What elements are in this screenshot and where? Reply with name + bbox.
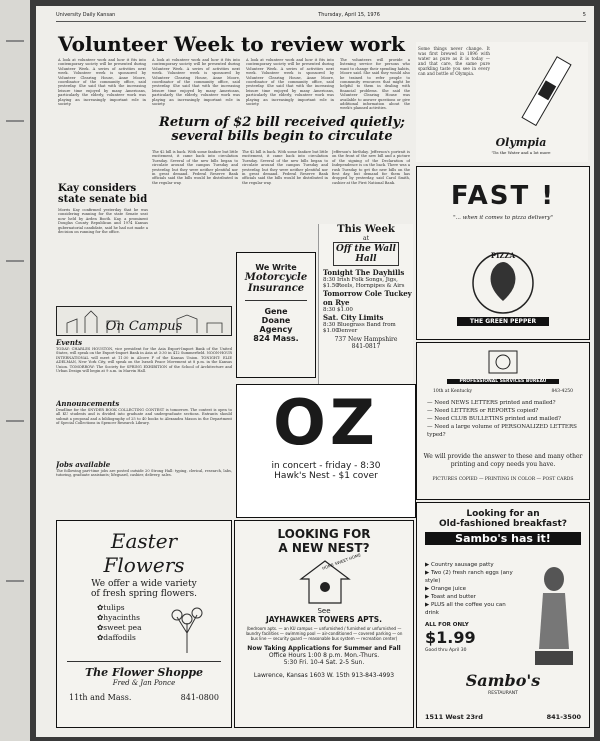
offwall-time3: 8:30 bbox=[323, 322, 336, 328]
sambos-item: ▶ PLUS all the coffee you can drink bbox=[425, 602, 506, 616]
new-nest-ad bbox=[234, 520, 414, 728]
bills-story bbox=[152, 116, 412, 144]
sambos-item: ▶ Toast and butter bbox=[425, 594, 476, 600]
fast-brand: THE GREEN PEPPER bbox=[457, 317, 549, 326]
printing-item: — Need CLUB BULLETINS printed and mailed? bbox=[427, 416, 562, 422]
events-body: TODAY: CHARLES HOUSTON, vice president for the Asia Export-Import Bank of the United States, will speak on the Export-Import Bank in Asia at 3:30 in 412 Summerfield. NOON-HOUR INTERNATIONAL will meet at 11:30 in Alcove F of the Kansas Union. TONIGHT: ELIE ADELMAN, New York City, will speak on the Israeli Peace Movement at 8 p.m. in the Kansas Union. TOMORROW: The Society for SPRING EXHIBITION of the School of Architecture and Urban Design will begin at 9 a.m. in Marvin Hall. bbox=[56, 347, 232, 374]
flowers-phone: 841-0800 bbox=[180, 693, 219, 702]
olympia-logo: Olympia bbox=[495, 136, 547, 149]
offwall-address: 737 New Hampshire bbox=[334, 336, 398, 343]
offwall-time2: 8:30 bbox=[323, 307, 336, 313]
tiger-statue-icon bbox=[529, 559, 579, 669]
green-pepper-ad bbox=[416, 166, 590, 340]
volunteer-story-col3: A look at volunteer work and how it fits into contemporary society will be presented during Volunteer Week. A series of activities next week. Volunteer week is sponsored by Volunteer Clearing House, Anne Moore, coordinator of the community office, said yesterday. She said that with the increasing leisure time enjoyed by many Americans, particularly the elderly, volunteer work was playing an increasingly important role in society. bbox=[246, 58, 334, 107]
newspaper-page bbox=[36, 6, 594, 737]
bills-body-col2: The $2 bill is back. With some fanfare but little excitement, it came back into circulation Tuesday. Several of the new bills began to circulate around the campus Tuesday and yesterday, but they were neither plentiful nor in great demand. Federal Reserve Bank officials said the bills would be distributed in the regular way. bbox=[242, 150, 328, 185]
motorcycle-address: 824 Mass. bbox=[253, 334, 299, 343]
bills-headline: Return of $2 bill received quietly; several bills begin to circulate bbox=[159, 116, 405, 144]
motorcycle-agent2: Doane bbox=[261, 316, 291, 325]
easter-flowers-ad bbox=[56, 520, 232, 728]
bills-body-col3: Jefferson's birthday. Jefferson's portrait is on the front of the new bill and a picture of the signing of the Declaration of Independence is on the back. There was a rush Tuesday to get the new bills on the first day, but demand for them has dropped by yesterday, said Carol Smith, cashier at the First National Bank. bbox=[332, 150, 410, 185]
page-header bbox=[56, 12, 586, 22]
offwall-this-week: This Week bbox=[337, 224, 395, 235]
motorcycle-line2: Insurance bbox=[247, 283, 305, 294]
fast-pizza: PIZZA bbox=[490, 251, 516, 260]
oncampus-banner bbox=[56, 306, 232, 336]
offwall-phone: 841-0817 bbox=[351, 343, 381, 350]
kay-story bbox=[58, 183, 148, 320]
fast-title: FAST ! bbox=[450, 181, 556, 211]
flowers-title2: Flowers bbox=[103, 553, 185, 577]
printing-item: — Need LETTERS or REPORTS copied? bbox=[427, 408, 539, 414]
nest-leasing: Now Taking Applications for Summer and Fall bbox=[247, 645, 401, 652]
sambos-phone: 841-3500 bbox=[546, 713, 581, 721]
flowers-shop: The Flower Shoppe bbox=[67, 661, 221, 679]
printing-item: — Need a large volume of PERSONALIZED LETTERS typed? bbox=[427, 424, 577, 438]
sambos-q2: Old-fashioned breakfast? bbox=[439, 519, 567, 529]
oz-concert-ad bbox=[236, 384, 416, 518]
sambos-only: ALL FOR ONLY bbox=[425, 622, 469, 628]
flower-item: ✿daffodils bbox=[97, 633, 136, 642]
motorcycle-we-write: We Write bbox=[255, 263, 297, 272]
olympia-bottle-icon bbox=[516, 52, 576, 132]
sambos-expire: Good thru April 30 bbox=[425, 648, 467, 653]
sambos-logo: Sambo's bbox=[465, 671, 541, 690]
sambos-item: ▶ Country sausage patty bbox=[425, 562, 494, 568]
nest-name: JAYHAWKER TOWERS APTS. bbox=[266, 615, 382, 624]
printing-item: — Need NEWS LETTERS printed and mailed? bbox=[427, 400, 556, 406]
printing-brand: PROFESSIONAL SERVICES BUREAU bbox=[447, 379, 559, 384]
motorcycle-insurance-ad bbox=[236, 252, 316, 378]
nest-headline2: A NEW NEST? bbox=[278, 541, 370, 555]
nest-sign: HOME SWEET HOME bbox=[321, 552, 362, 571]
header-paper: University Daily Kansan bbox=[56, 12, 116, 18]
nest-features: (bedroom apts. — an KU campus — unfurnished / furnished or unfurnished — laundry facilities — swimming pool — air-conditioned — covered parking — on bus line — security guard — reasonable bus system — recreation center) bbox=[245, 626, 403, 641]
flowers-address: 11th and Mass. bbox=[69, 693, 132, 702]
announcements-body: Deadline for the SNYDER BOOK COLLECTING CONTEST is tomorrow. The contest is open to all KU students and is divided into graduate and undergraduate sections. Entrants should submit a proposal and a bibliography of 25 to 40 books to Alexandra Mason in the Department of Special Collections in Spencer Research Library. bbox=[56, 408, 232, 426]
nest-see: See bbox=[317, 607, 331, 615]
volunteer-story-col1: A look at volunteer work and how it fits into contemporary society will be presented during Volunteer Week. A series of activities next week. Volunteer week is sponsored by Volunteer Clearing House, Anne Moore, coordinator of the community office, said yesterday. She said that with the increasing leisure time enjoyed by many Americans, particularly the elderly, volunteer work was playing an increasingly important role in society. bbox=[58, 58, 146, 107]
motorcycle-agent1: Gene bbox=[264, 307, 288, 316]
sambos-ad bbox=[416, 502, 590, 728]
sambos-sublogo: RESTAURANT bbox=[488, 691, 518, 696]
jobs-heading: Jobs available bbox=[56, 460, 111, 469]
kay-body: Morris Kay confirmed yesterday that he was considering running for the state Senate seat now held by Arden Booth. Kay, a prominent Douglas County Republican and 1974 Kansas gubernatorial candidate, said he had not made a decision on running for the office. bbox=[58, 208, 148, 235]
oz-title: OZ bbox=[273, 386, 379, 459]
volunteer-story-col4: The volunteers will provide a listening service for persons who want to change their spending habits, Moore said. She said they would also be trained to refer people to community resources that might be helpful to them in dealing with financial problems. She said the Volunteer Clearing House was available to answer questions or give additional information about the week's planned activities. bbox=[340, 58, 410, 111]
header-date: Thursday, April 15, 1976 bbox=[318, 12, 380, 18]
sambos-item: ▶ Orange juice bbox=[425, 586, 467, 592]
offwall-sat: Sat. City Limits bbox=[323, 313, 384, 322]
printing-promise: We will provide the answer to these and many other printing and copy needs you have. bbox=[423, 453, 583, 468]
oncampus-section bbox=[56, 306, 232, 516]
olympia-ad bbox=[416, 42, 588, 162]
offwall-price3: $1.00 bbox=[323, 328, 339, 334]
nest-hours2: 5:30 Fri. 10-4 Sat. 2-5 Sun. bbox=[283, 659, 365, 666]
olympia-body: Some things never change. It was first brewed in 1896 with water as pure as it is today — and that care, the same pure sparkling taste you see in every can and bottle of Olympia. bbox=[418, 46, 490, 76]
offwall-price1: $1.50 bbox=[323, 283, 339, 289]
offwall-ad bbox=[318, 224, 413, 384]
professional-services-ad bbox=[416, 342, 590, 500]
oz-line1: in concert - friday - 8:30 bbox=[271, 461, 381, 471]
sambos-address: 1511 West 23rd bbox=[425, 713, 483, 721]
bills-body-col1: The $2 bill is back. With some fanfare but little excitement, it came back into circulation Tuesday. Several of the new bills began to circulate around the campus Tuesday and yesterday, but they were neither plentiful nor in great demand. Federal Reserve Bank officials said the bills would be distributed in the regular way. bbox=[152, 150, 238, 185]
printing-phone: 843-4250 bbox=[551, 389, 573, 394]
events-heading: Events bbox=[56, 338, 83, 347]
nest-headline1: LOOKING FOR bbox=[277, 527, 371, 541]
flowers-tagline2: of fresh spring flowers. bbox=[90, 589, 198, 599]
offwall-price2: $1.00 bbox=[337, 307, 353, 313]
offwall-logo: Off the Wall Hall bbox=[333, 242, 399, 266]
volunteer-headline: Volunteer Week to review work bbox=[58, 32, 405, 56]
motorcycle-line1: Motorcycle bbox=[244, 272, 308, 283]
printing-address: 10th at Kentucky bbox=[433, 389, 473, 394]
offwall-show3: Bluegrass Band from Denver bbox=[337, 322, 396, 334]
sambos-price: $1.99 bbox=[425, 628, 476, 647]
nest-hours1: Office Hours 1:00 8 p.m. Mon.-Thurs. bbox=[268, 652, 380, 659]
offwall-at: at bbox=[363, 235, 369, 242]
printing-footer: PICTURES COPIED — PRINTING IN COLOR — POST CARDS bbox=[432, 477, 574, 482]
olympia-tagline: 'Tis the Water and a lot more bbox=[491, 150, 551, 155]
oz-line2: Hawk's Nest - $1 cover bbox=[274, 471, 378, 481]
oncampus-title: On Campus bbox=[105, 319, 183, 334]
header-page-number: 5 bbox=[582, 12, 586, 18]
sambos-title: Sambo's has it! bbox=[425, 532, 581, 545]
flower-item: ✿sweet pea bbox=[97, 623, 142, 632]
offwall-time1: 8:30 bbox=[323, 277, 336, 283]
motorcycle-agent3: Agency bbox=[259, 325, 293, 334]
sambos-item: ▶ Two (2) fresh ranch eggs (any style) bbox=[425, 570, 513, 584]
nest-address: Lawrence, Kansas 1603 W. 15th 913-843-4993 bbox=[253, 672, 395, 679]
flower-item: ✿tulips bbox=[97, 603, 125, 612]
offwall-show1: Irish Folk Songs, Jigs, Reels, Hornpipes & Airs bbox=[337, 277, 405, 289]
jobs-body: The following part-time jobs are posted outside 20 Strong Hall: typing, clerical, research, labs, tutoring, graduate assistants; lifeguard, cashier, delivery, sales. bbox=[56, 469, 232, 478]
offwall-tonight: Tonight The Dayhills bbox=[323, 268, 405, 277]
kay-headline: Kay considers state senate bid bbox=[58, 183, 148, 205]
printing-crest-icon bbox=[483, 347, 523, 377]
fast-sub: "... when it comes to pizza delivery" bbox=[453, 215, 553, 221]
announcements-heading: Announcements bbox=[56, 399, 120, 408]
sambos-q1: Looking for an bbox=[466, 509, 540, 519]
flowers-owners: Fred & Jan Ponce bbox=[112, 679, 176, 687]
offwall-tomorrow: Tomorrow Cole Tuckey on Rye bbox=[323, 289, 412, 307]
flower-item: ✿hyacinths bbox=[97, 613, 140, 622]
flowers-tagline1: We offer a wide variety bbox=[91, 579, 197, 589]
previous-page-strip bbox=[0, 0, 30, 741]
flower-bouquet-icon bbox=[167, 603, 207, 655]
flowers-title1: Easter bbox=[110, 529, 178, 553]
volunteer-story-col2: A look at volunteer work and how it fits into contemporary society will be presented during Volunteer Week. A series of activities next week. Volunteer week is sponsored by Volunteer Clearing House, Anne Moore, coordinator of the community office, said yesterday. She said that with the increasing leisure time enjoyed by many Americans, particularly the elderly, volunteer work was playing an increasingly important role in society. bbox=[152, 58, 240, 107]
